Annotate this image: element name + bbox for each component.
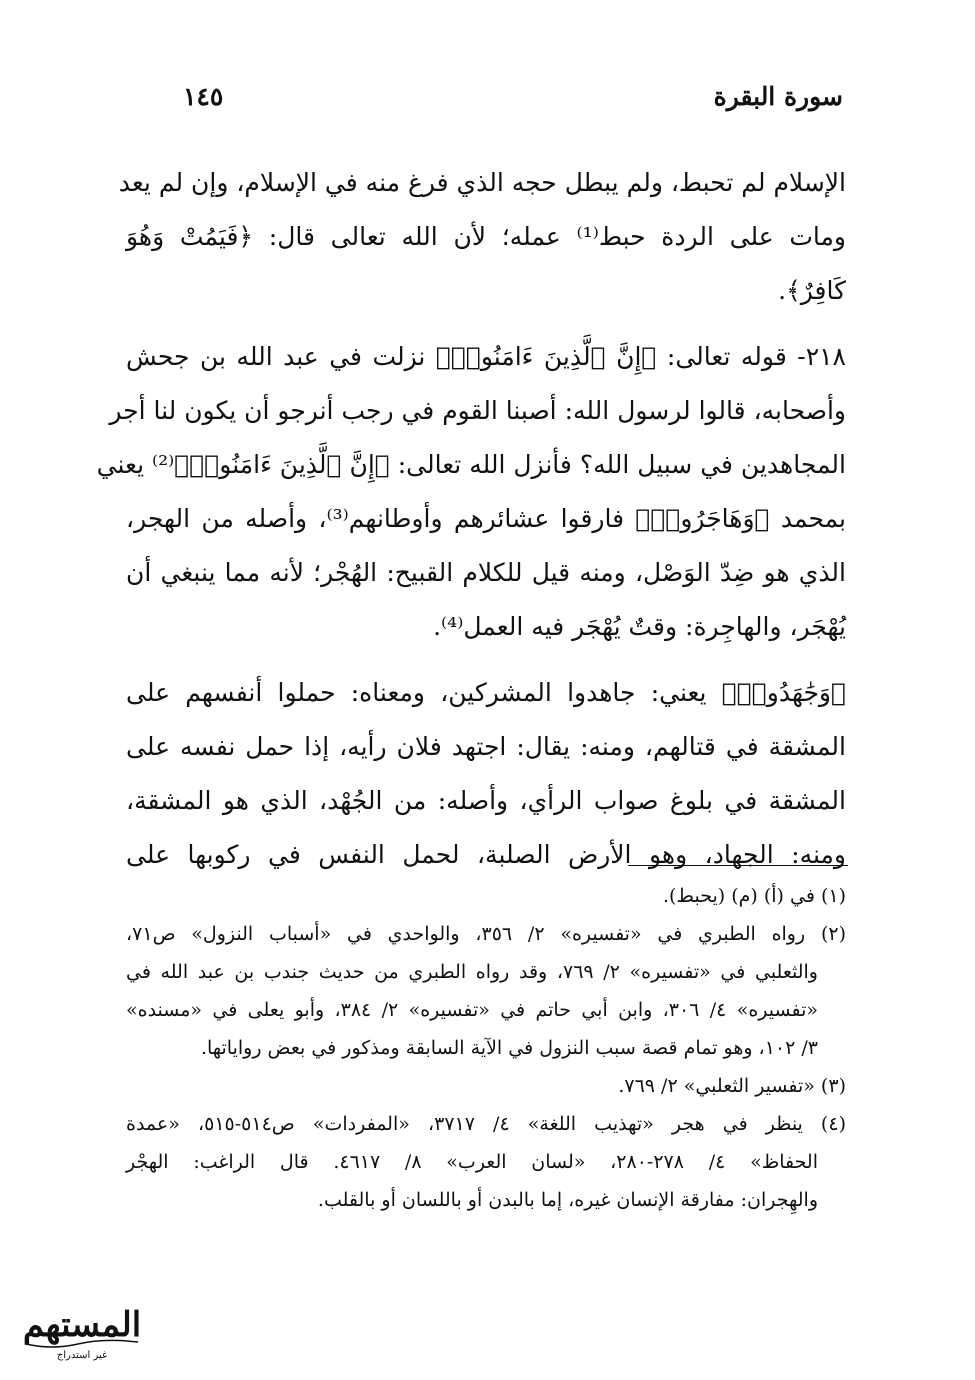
text-line: يُهْجَر، والهاجِرة: وقتٌ يُهْجَر فيه العمل⁽⁴⁾. xyxy=(433,612,846,641)
running-header-surah: سورة البقرة xyxy=(713,82,843,111)
text-line: الذي هو ضِدّ الوَصْل، ومنه قيل للكلام القبيح: الهُجْر؛ لأنه مما ينبغي أن xyxy=(126,558,846,587)
text-line: ﴿وَجَٰهَدُوا۟﴾ يعني: جاهدوا المشركين، ومعناه: حملوا أنفسهم على xyxy=(126,678,846,707)
text-line: وأصحابه، قالوا لرسول الله: أصبنا القوم في رجب أنرجو أن يكون لنا أجر xyxy=(109,396,846,425)
text-line: ومنه: الجهاد، وهو الأرض الصلبة، لحمل النفس في ركوبها على xyxy=(126,840,846,869)
text-line: الإسلام لم تحبط، ولم يبطل حجه الذي فرغ منه في الإسلام، وإن لم يعد xyxy=(118,168,846,197)
footnote-line: (٣) «تفسير الثعلبي» ٢/ ٧٦٩. xyxy=(618,1075,846,1097)
footnote-line: (١) في (أ) (م) (يحبط). xyxy=(662,885,846,907)
footnote-line: (٢) رواه الطبري في «تفسيره» ٢/ ٣٥٦، والواحدي في «أسباب النزول» ص٧١، xyxy=(126,923,846,945)
text-line: المشقة في قتالهم، ومنه: يقال: اجتهد فلان رأيه، إذا حمل نفسه على xyxy=(126,732,846,761)
main-text xyxy=(96,156,847,882)
footnotes xyxy=(126,877,846,1219)
footnote-line: (٤) ينظر في هجر «تهذيب اللغة» ٤/ ٣٧١٧، «المفردات» ص٥١٤-٥١٥، «عمدة xyxy=(126,1113,846,1135)
footnote-line: «تفسيره» ٤/ ٣٠٦، وابن أبي حاتم في «تفسيره» ٢/ ٣٨٤، وأبو يعلى في «مسنده» xyxy=(126,999,818,1021)
logo-subtext: غير استدراج xyxy=(56,1350,108,1361)
footnote-line: الحفاظ» ٤/ ٢٧٨-٢٨٠، «لسان العرب» ٨/ ٤٦١٧. قال الراغب: الهجْر xyxy=(126,1151,819,1173)
footnote-line: والثعلبي في «تفسيره» ٢/ ٧٦٩، وقد رواه الطبري من حديث جندب بن عبد الله في xyxy=(126,961,818,983)
text-line: المشقة في بلوغ صواب الرأي، وأصله: من الجُهْد، الذي هو المشقة، xyxy=(126,786,846,815)
text-line: كَافِرٌ﴾. xyxy=(778,276,846,305)
text-line: ٢١٨- قوله تعالى: ﴿إِنَّ ٱلَّذِينَ ءَامَنُوا۟﴾ نزلت في عبد الله بن جحش xyxy=(126,342,846,371)
text-line: المجاهدين في سبيل الله؟ فأنزل الله تعالى: ﴿إِنَّ ٱلَّذِينَ ءَامَنُوا۟﴾⁽²⁾ يعني xyxy=(96,450,846,479)
publisher-logo xyxy=(12,1288,152,1368)
footnote-separator xyxy=(628,865,848,866)
page-number: ١٤٥ xyxy=(183,82,224,111)
text-line: بمحمد ﴿وَهَاجَرُوا۟﴾ فارقوا عشائرهم وأوطانهم⁽³⁾، وأصله من الهجر، xyxy=(126,504,847,533)
footnote-line: ٣/ ١٠٢، وهو تمام قصة سبب النزول في الآية السابقة ومذكور في بعض رواياتها. xyxy=(200,1037,818,1059)
text-line: ومات على الردة حبط⁽¹⁾ عمله؛ لأن الله تعالى قال: ﴿فَيَمُتْ وَهُوَ xyxy=(126,222,846,251)
footnote-line: والهِجران: مفارقة الإنسان غيره، إما بالبدن أو باللسان أو بالقلب. xyxy=(317,1189,818,1211)
logo-text: المستهم xyxy=(22,1305,142,1345)
